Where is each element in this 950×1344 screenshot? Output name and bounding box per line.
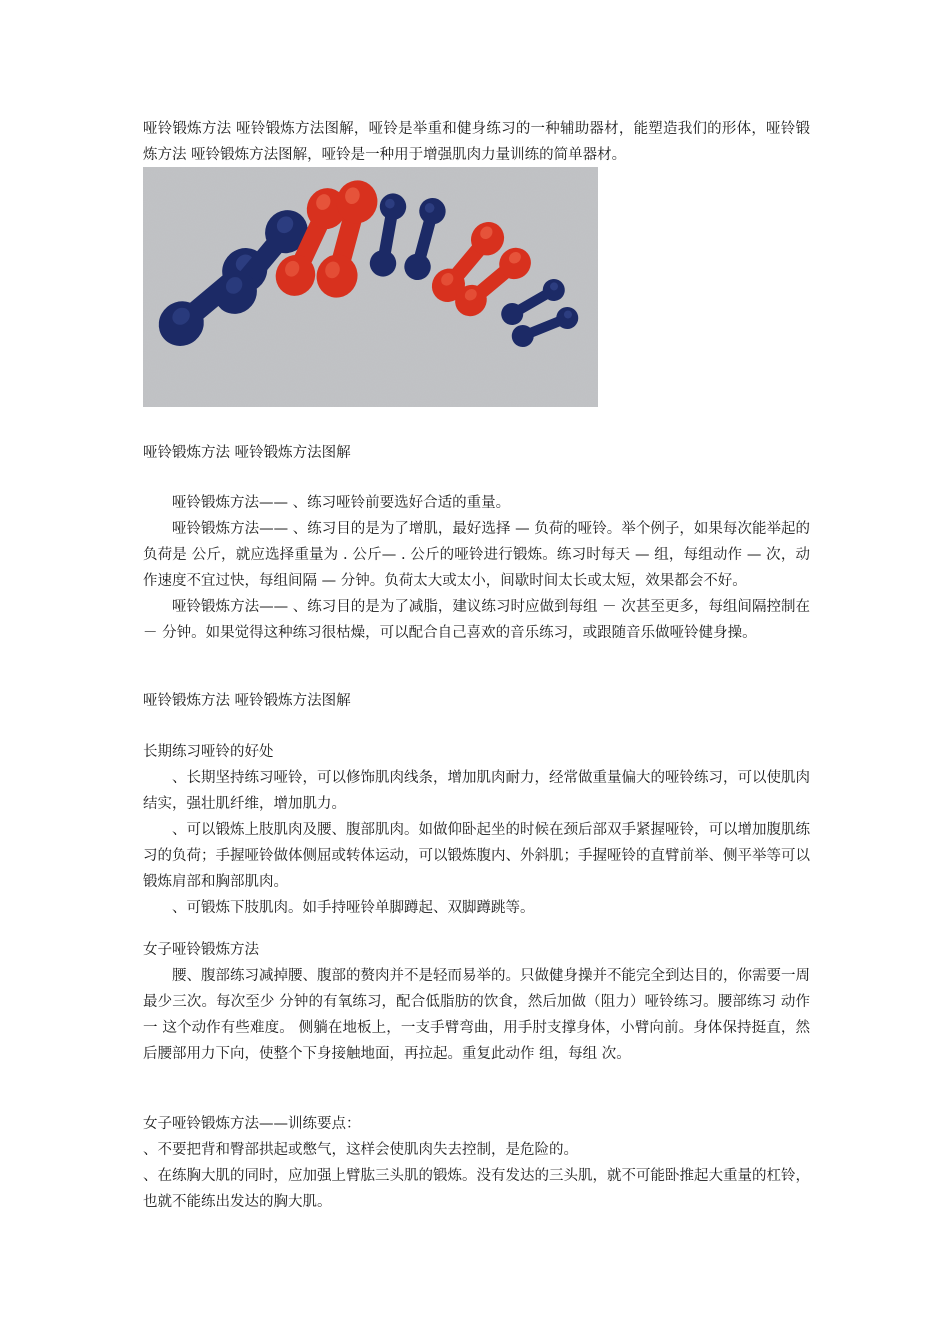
benefits-section — [143, 765, 810, 921]
tips-section — [143, 1137, 810, 1215]
women-heading: 女子哑铃锻炼方法 — [143, 942, 259, 958]
method-paragraph: 哑铃锻炼方法—— 、练习哑铃前要选好合适的重量。 — [172, 495, 511, 511]
benefit-paragraph: 、可以锻炼上肢肌肉及腰、腹部肌肉。如做仰卧起坐的时候在颈后部双手紧握哑铃，可以增加腹肌练习的负荷；手握哑铃做体侧屈或转体运动，可以锻炼腹内、外斜肌；手握哑铃的直臂前举、侧平举等可以锻炼肩部和胸部肌肉。 — [143, 822, 810, 890]
intro-paragraph: 哑铃锻炼方法 哑铃锻炼方法图解，哑铃是举重和健身练习的一种辅助器材，能塑造我们的形体，哑铃锻炼方法 哑铃锻炼方法图解，哑铃是一种用于增强肌肉力量训练的简单器材。 — [143, 121, 810, 163]
method-paragraph: 哑铃锻炼方法—— 、练习目的是为了减脂，建议练习时应做到每组 － 次甚至更多，每组间隔控制在 － 分钟。如果觉得这种练习很枯燥，可以配合自己喜欢的音乐练习，或跟随音乐做哑铃健身操。 — [143, 599, 810, 641]
photo-caption: 哑铃锻炼方法 哑铃锻炼方法图解 — [143, 445, 351, 461]
method-paragraph: 哑铃锻炼方法—— 、练习目的是为了增肌，最好选择 — 负荷的哑铃。举个例子，如果每次能举起的负荷是 公斤，就应选择重量为 . 公斤— . 公斤的哑铃进行锻炼。练习时每天 — 组，每组动作 — 次，动作速度不宜过快，每组间隔 — 分钟。负荷太大或太小，间歇时间太长或太短，效果都会不好。 — [143, 521, 810, 589]
women-paragraph: 腰、腹部练习减掉腰、腹部的赘肉并不是轻而易举的。只做健身操并不能完全到达目的，你需要一周最少三次。每次至少 分钟的有氧练习，配合低脂肪的饮食，然后加做（阻力）哑铃练习。腰部练习 动作一 这个动作有些难度。 侧躺在地板上，一支手臂弯曲，用手肘支撑身体，小臂向前。身体保持挺直，然后腰部用力下向，使整个下身接触地面，再拉起。重复此动作 组，每组 次。 — [143, 968, 810, 1062]
tip-item: 、不要把背和臀部拱起或憋气，这样会使肌肉失去控制，是危险的。 — [143, 1142, 578, 1158]
dumbbells-photo — [143, 167, 598, 407]
benefit-paragraph: 、长期坚持练习哑铃，可以修饰肌肉线条，增加肌肉耐力，经常做重量偏大的哑铃练习，可以使肌肉结实，强壮肌纤维，增加肌力。 — [143, 770, 810, 812]
tip-item: 、在练胸大肌的同时，应加强上臂肱三头肌的锻炼。没有发达的三头肌，就不可能卧推起大重量的杠铃，也就不能练出发达的胸大肌。 — [143, 1168, 810, 1210]
benefit-paragraph: 、可锻炼下肢肌肉。如手持哑铃单脚蹲起、双脚蹲跳等。 — [172, 900, 535, 916]
section-caption: 哑铃锻炼方法 哑铃锻炼方法图解 — [143, 693, 351, 709]
tips-heading: 女子哑铃锻炼方法——训练要点： — [143, 1116, 361, 1132]
benefits-heading: 长期练习哑铃的好处 — [143, 744, 274, 760]
method-section — [143, 490, 810, 646]
